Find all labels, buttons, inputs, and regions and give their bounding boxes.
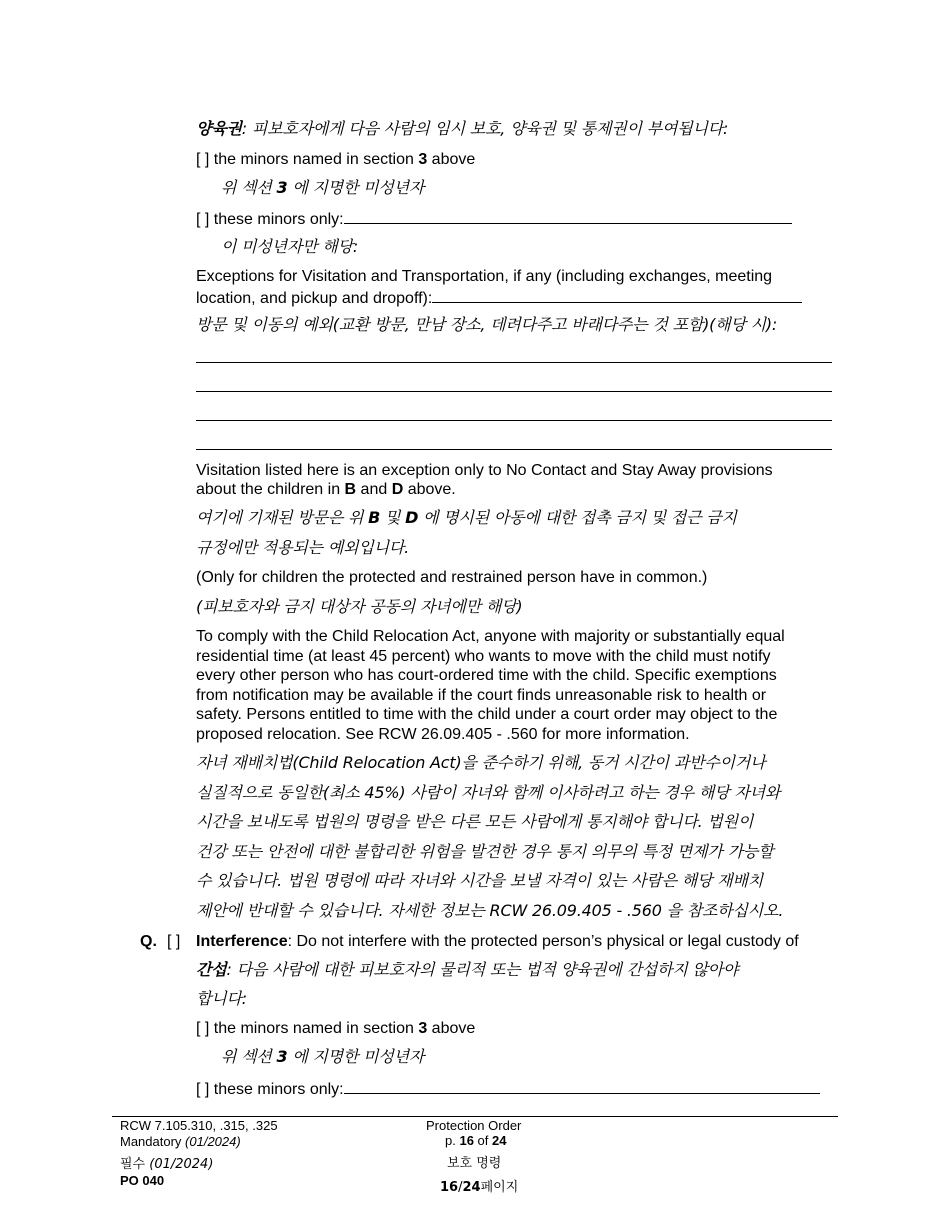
- footer-rcw: RCW 7.105.310, .315, .325: [120, 1118, 278, 1133]
- exceptions-text-line1: Exceptions for Visitation and Transportation, if any (including exchanges, meeting: [196, 268, 773, 285]
- footer-form-id: PO 040: [120, 1173, 165, 1188]
- relocation-ko-line: 실질적으로 동일한(최소 45%) 사람이 자녀와 함께 이사하려고 하는 경우 해당 자녀와: [196, 783, 781, 802]
- section-q-title-ko-line2: 합니다:: [196, 989, 247, 1008]
- relocation-en-line: To comply with the Child Relocation Act, anyone with majority or substantially equal: [196, 628, 785, 645]
- footer-page-number-ko: 16/24페이지: [440, 1180, 519, 1195]
- section-q-checkbox[interactable]: [ ]: [167, 933, 181, 950]
- relocation-ko-line: 건강 또는 안전에 대한 불합리한 위험을 발견한 경우 통지 의무의 특정 면제가 가능할: [196, 842, 774, 861]
- exceptions-line-1[interactable]: [196, 362, 832, 363]
- relocation-ko-line: 수 있습니다. 법원 명령에 따라 자녀와 시간을 보낼 자격이 있는 사람은 해당 재배치: [196, 871, 763, 890]
- interference-these-minors-blank[interactable]: [344, 1079, 820, 1094]
- visitation-text-line1: Visitation listed here is an exception only to No Contact and Stay Away provisions: [196, 462, 773, 479]
- relocation-en-line: from notification may be available if the court finds unreasonable risk to health or: [196, 687, 767, 704]
- relocation-en-line: safety. Persons entitled to time with the child under a court order may object to the: [196, 706, 778, 723]
- footer-mandatory: Mandatory (01/2024): [120, 1134, 241, 1149]
- relocation-ko-line: 제안에 반대할 수 있습니다. 자세한 정보는 RCW 26.09.405 - .560 을 참조하십시오.: [196, 901, 784, 920]
- exceptions-line-4[interactable]: [196, 449, 832, 450]
- custody-option-these-minors-ko: 이 미성년자만 해당:: [221, 237, 359, 256]
- exceptions-blank[interactable]: [432, 288, 802, 303]
- interference-option-these-minors[interactable]: [ ] these minors only:: [196, 1079, 820, 1099]
- visitation-text-ko-line1: 여기에 기재된 방문은 위 B 및 D 에 명시된 아동에 대한 접촉 금지 및 접근 금지: [196, 508, 737, 527]
- footer-mandatory-ko: 필수 (01/2024): [120, 1157, 214, 1172]
- custody-option-section3-ko: 위 섹션 3 에 지명한 미성년자: [221, 178, 425, 197]
- custody-option-section3[interactable]: [ ] the minors named in section 3 above: [196, 151, 476, 168]
- footer-title: Protection Order: [426, 1118, 522, 1133]
- footer-title-ko: 보호 명령: [447, 1156, 502, 1171]
- exceptions-line-2[interactable]: [196, 391, 832, 392]
- relocation-ko-line: 자녀 재배치법(Child Relocation Act)을 준수하기 위해, 동거 시간이 과반수이거나: [196, 753, 766, 772]
- relocation-en-line: every other person who has court-ordered time with the child. Specific exemptions: [196, 667, 777, 684]
- custody-option-these-minors[interactable]: [ ] these minors only:: [196, 209, 792, 229]
- footer-divider: [112, 1116, 838, 1117]
- common-children-text-ko: (피보호자와 금지 대상자 공동의 자녀에만 해당): [196, 597, 523, 616]
- exceptions-line-3[interactable]: [196, 420, 832, 421]
- these-minors-blank[interactable]: [344, 209, 792, 224]
- custody-heading: 양육권: 피보호자에게 다음 사람의 임시 보호, 양육권 및 통제권이 부여됩니다:: [196, 119, 729, 138]
- section-q-title: Interference: Do not interfere with the protected person’s physical or legal custody of: [196, 933, 799, 950]
- footer-page-number: p. 16 of 24: [445, 1133, 507, 1148]
- custody-heading-bold: 양육권: [196, 119, 242, 138]
- relocation-en-line: residential time (at least 45 percent) who wants to move with the child must notify: [196, 648, 771, 665]
- relocation-ko-line: 시간을 보내도록 법원의 명령을 받은 다른 모든 사람에게 통지해야 합니다. 법원이: [196, 812, 754, 831]
- section-q-label: Q.: [140, 933, 157, 950]
- section-q-title-ko: 간섭: 다음 사람에 대한 피보호자의 물리적 또는 법적 양육권에 간섭하지 않아야: [196, 960, 739, 979]
- exceptions-text-ko: 방문 및 이동의 예외(교환 방문, 만남 장소, 데려다주고 바래다주는 것 포함)(해당 시):: [196, 315, 778, 334]
- interference-option-section3[interactable]: [ ] the minors named in section 3 above: [196, 1020, 476, 1037]
- exceptions-text-line2: location, and pickup and dropoff):: [196, 288, 802, 308]
- interference-option-section3-ko: 위 섹션 3 에 지명한 미성년자: [221, 1047, 425, 1066]
- relocation-en-line: proposed relocation. See RCW 26.09.405 - .560 for more information.: [196, 726, 690, 743]
- visitation-text-line2: about the children in B and D above.: [196, 481, 456, 498]
- common-children-text: (Only for children the protected and restrained person have in common.): [196, 569, 708, 586]
- visitation-text-ko-line2: 규정에만 적용되는 예외입니다.: [196, 538, 409, 557]
